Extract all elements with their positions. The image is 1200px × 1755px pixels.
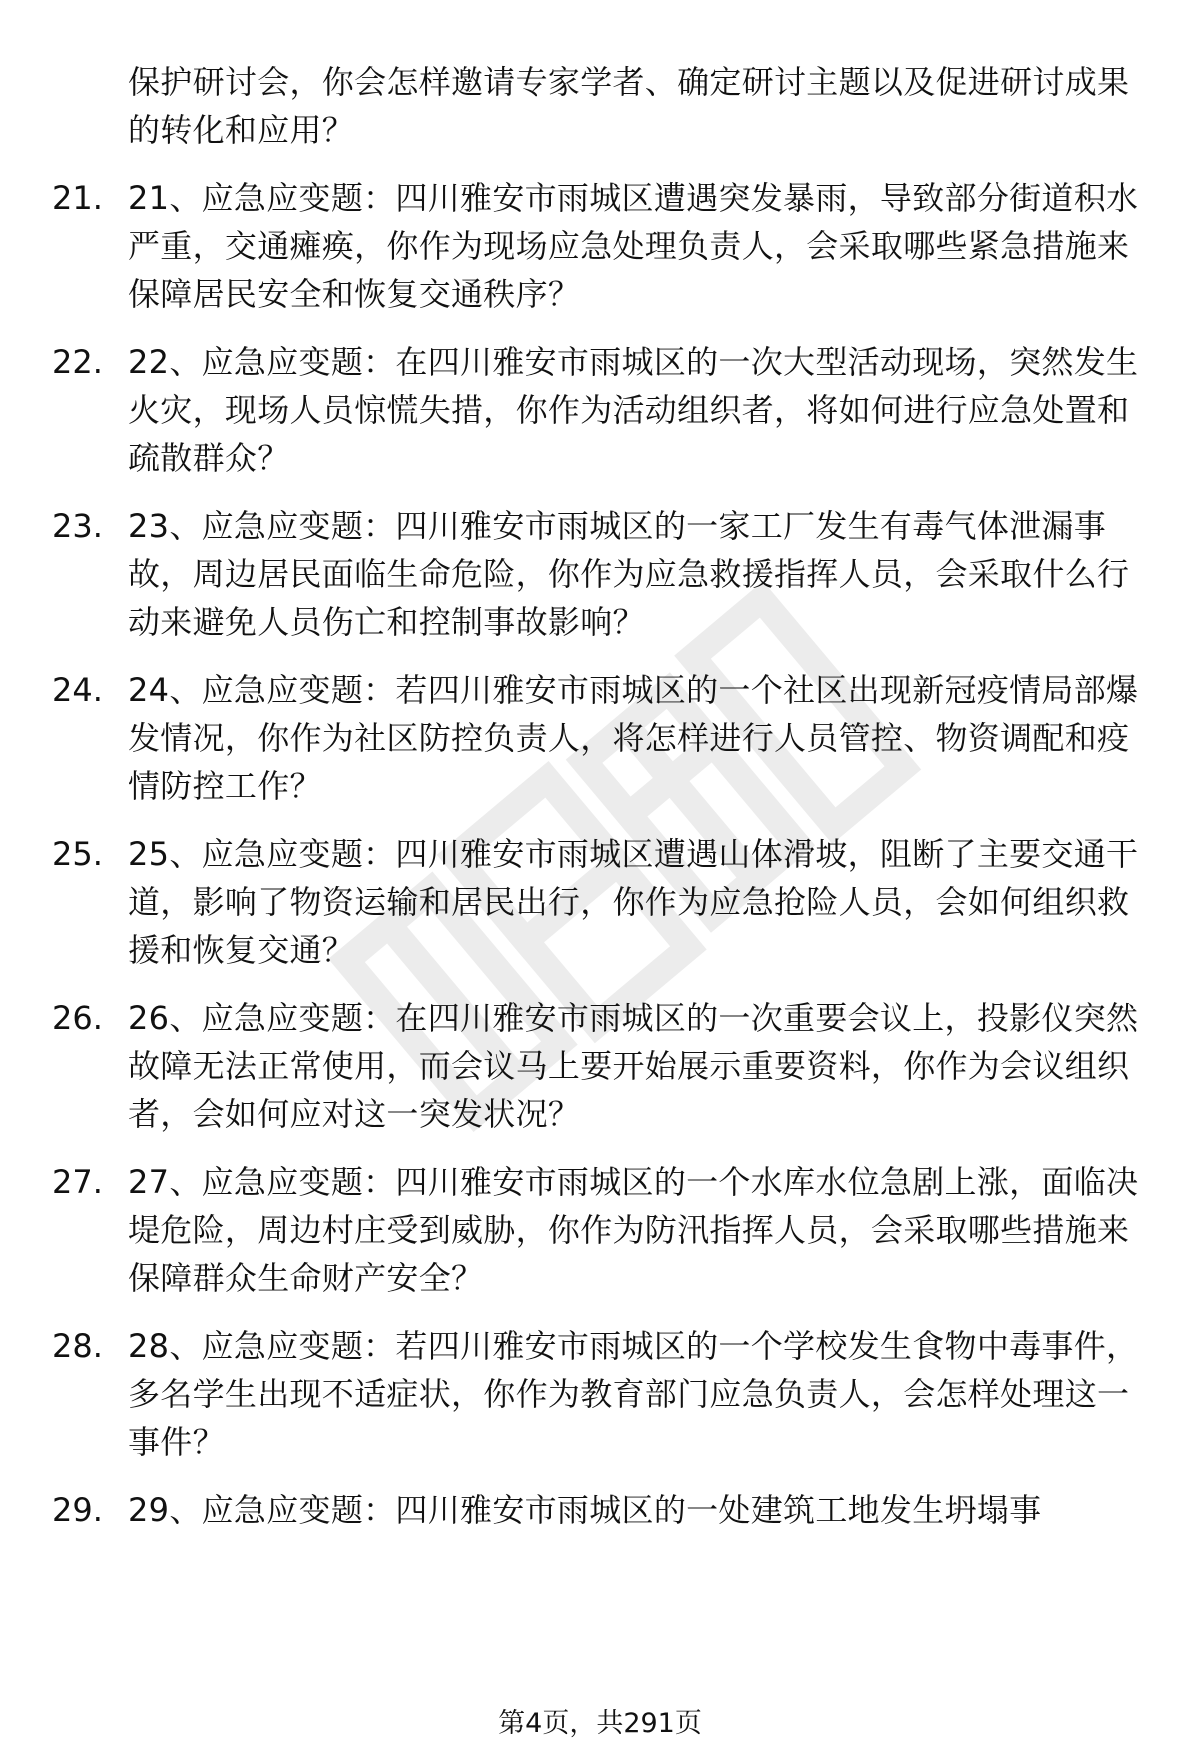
continuation-item xyxy=(0,58,1200,154)
question-text: 24、应急应变题：若四川雅安市雨城区的一个社区出现新冠疫情局部爆发情况，你作为社区防控负责人，将怎样进行人员管控、物资调配和疫情防控工作？ xyxy=(128,671,1139,805)
question-text: 22、应急应变题：在四川雅安市雨城区的一次大型活动现场，突然发生火灾，现场人员惊慌失措，你作为活动组织者，将如何进行应急处置和疏散群众？ xyxy=(128,343,1139,477)
question-number: 25. xyxy=(52,835,103,873)
question-number: 29. xyxy=(52,1491,103,1529)
question-number: 23. xyxy=(52,507,103,545)
question-text: 23、应急应变题：四川雅安市雨城区的一家工厂发生有毒气体泄漏事故，周边居民面临生命危险，你作为应急救援指挥人员，会采取什么行动来避免人员伤亡和控制事故影响？ xyxy=(128,507,1130,641)
question-text: 21、应急应变题：四川雅安市雨城区遭遇突发暴雨，导致部分街道积水严重，交通瘫痪，你作为现场应急处理负责人，会采取哪些紧急措施来保障居民安全和恢复交通秩序？ xyxy=(128,179,1139,313)
question-item-21 xyxy=(0,174,1200,318)
question-item-27 xyxy=(0,1158,1200,1302)
question-item-22 xyxy=(0,338,1200,482)
question-list xyxy=(0,58,1200,1554)
question-number: 24. xyxy=(52,671,103,709)
question-text: 27、应急应变题：四川雅安市雨城区的一个水库水位急剧上涨，面临决堤危险，周边村庄受到威胁，你作为防汛指挥人员，会采取哪些措施来保障群众生命财产安全？ xyxy=(128,1163,1139,1297)
continuation-text: 保护研讨会，你会怎样邀请专家学者、确定研讨主题以及促进研讨成果的转化和应用？ xyxy=(128,63,1130,149)
question-number: 26. xyxy=(52,999,103,1037)
question-number: 22. xyxy=(52,343,103,381)
question-item-26 xyxy=(0,994,1200,1138)
question-number: 28. xyxy=(52,1327,103,1365)
question-text: 29、应急应变题：四川雅安市雨城区的一处建筑工地发生坍塌事 xyxy=(128,1491,1042,1529)
question-item-24 xyxy=(0,666,1200,810)
page-footer: 第4页，共291页 xyxy=(498,1708,702,1739)
question-text: 26、应急应变题：在四川雅安市雨城区的一次重要会议上，投影仪突然故障无法正常使用，而会议马上要开始展示重要资料，你作为会议组织者，会如何应对这一突发状况？ xyxy=(128,999,1139,1133)
question-text: 28、应急应变题：若四川雅安市雨城区的一个学校发生食物中毒事件，多名学生出现不适症状，你作为教育部门应急负责人，会怎样处理这一事件？ xyxy=(128,1327,1139,1461)
question-number: 21. xyxy=(52,179,103,217)
question-number: 27. xyxy=(52,1163,103,1201)
question-text: 25、应急应变题：四川雅安市雨城区遭遇山体滑坡，阻断了主要交通干道，影响了物资运输和居民出行，你作为应急抢险人员，会如何组织救援和恢复交通？ xyxy=(128,835,1139,969)
question-item-28 xyxy=(0,1322,1200,1466)
question-item-23 xyxy=(0,502,1200,646)
question-item-29 xyxy=(0,1486,1200,1534)
question-item-25 xyxy=(0,830,1200,974)
